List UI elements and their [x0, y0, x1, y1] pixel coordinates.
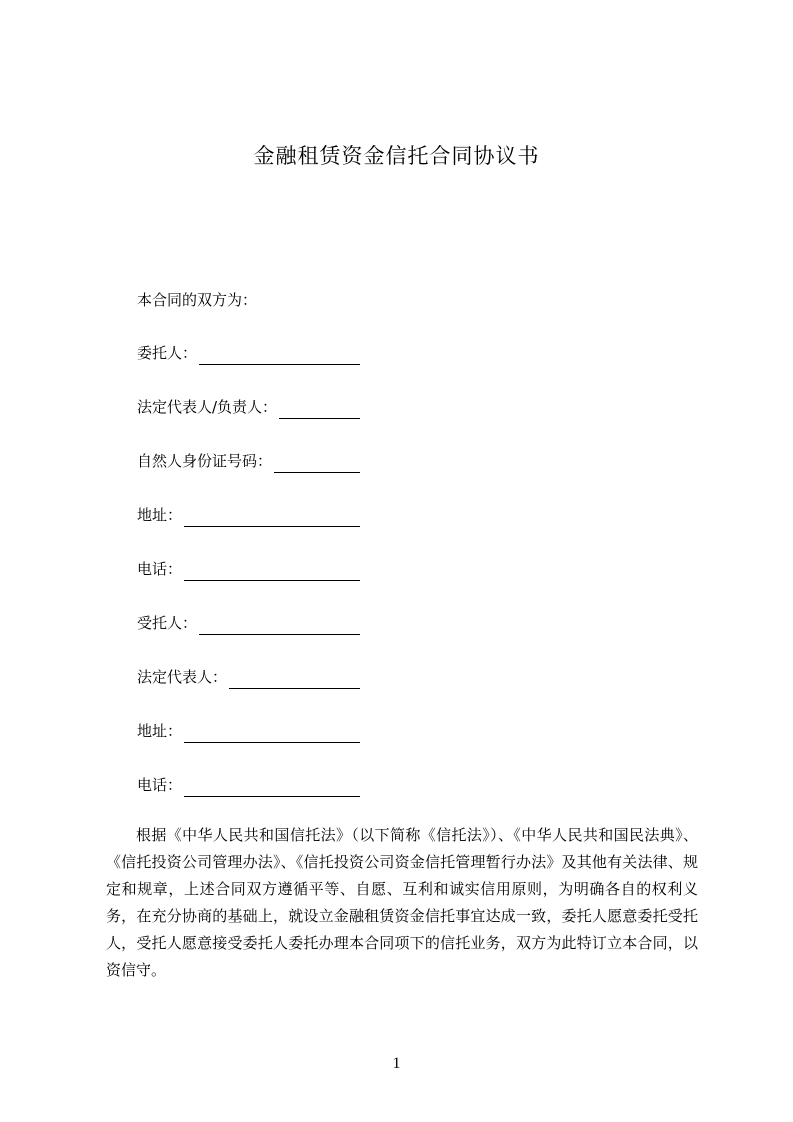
body-paragraph: 根据《中华人民共和国信托法》（以下简称《信托法》）、《中华人民共和国民法典》、《信托投资公司管理办法》、《信托投资公司资金信托管理暂行办法》及其他有关法律、规定和规章，上述合同双方遵循平等、自愿、互利和诚实信用原则，为明确各自的权利义务，在充分协商的基础上，就设立金融租赁资金信托事宜达成一致，委托人愿意委托受托人，受托人愿意接受委托人委托办理本合同项下的信托业务，双方为此特订立本合同，以资信守。: [106, 826, 698, 979]
blank-line: [199, 347, 360, 365]
field-label: 自然人身份证号码：: [137, 452, 273, 470]
page-number: 1: [392, 1055, 401, 1072]
field-id-number: [137, 449, 360, 473]
field-label: 电话：: [137, 776, 183, 794]
field-trustee: [137, 611, 360, 635]
blank-line: [184, 725, 360, 743]
blank-line: [184, 779, 360, 797]
intro-text: 本合同的双方为：: [137, 291, 258, 309]
field-principal-legal-rep: [137, 395, 360, 419]
field-label: 电话：: [137, 560, 183, 578]
field-trustee-address: [137, 719, 360, 743]
party-fields: [137, 341, 360, 827]
field-label: 委托人：: [137, 344, 198, 362]
blank-line: [229, 671, 360, 689]
blank-line: [279, 401, 360, 419]
blank-line: [199, 617, 360, 635]
field-principal-address: [137, 503, 360, 527]
field-label: 法定代表人：: [137, 668, 228, 686]
field-trustee-phone: [137, 773, 360, 797]
field-principal: [137, 341, 360, 365]
field-label: 地址：: [137, 506, 183, 524]
field-label: 受托人：: [137, 614, 198, 632]
field-trustee-legal-rep: [137, 665, 360, 689]
blank-line: [274, 455, 360, 473]
document-title: 金融租赁资金信托合同协议书: [253, 144, 540, 168]
field-label: 法定代表人/负责人：: [137, 398, 278, 416]
field-principal-phone: [137, 557, 360, 581]
blank-line: [184, 563, 360, 581]
blank-line: [184, 509, 360, 527]
field-label: 地址：: [137, 722, 183, 740]
